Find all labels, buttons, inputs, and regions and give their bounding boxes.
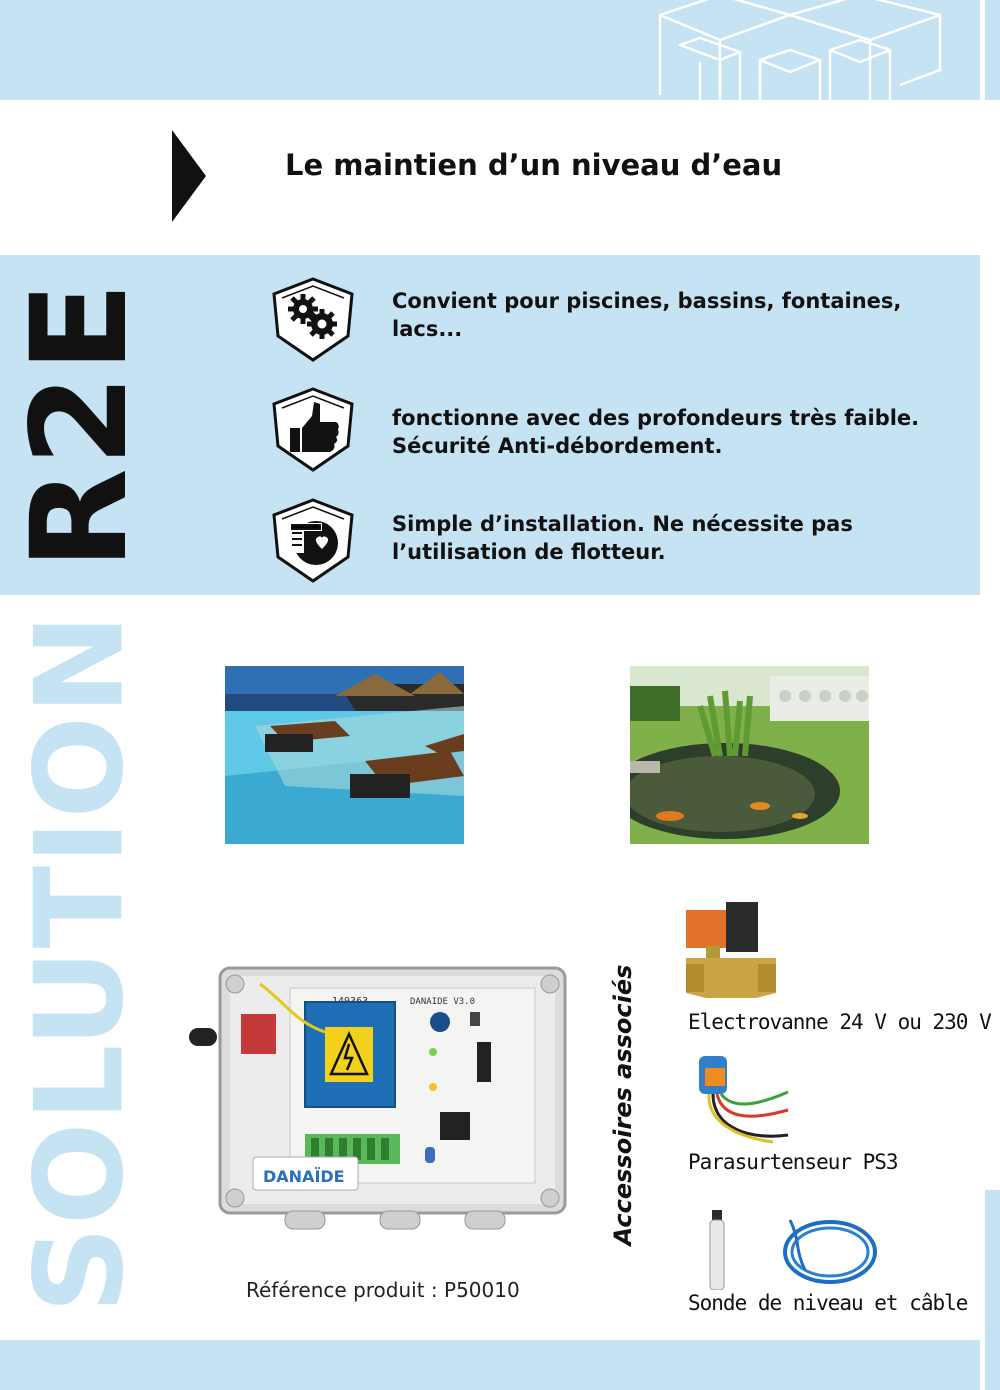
- gears-icon: [270, 276, 356, 362]
- electrovalve-photo: [686, 898, 776, 1003]
- thumbs-up-icon: [270, 386, 356, 472]
- edge-strip: [985, 0, 1000, 100]
- feature-line: fonctionne avec des profondeurs très faible.: [392, 406, 920, 430]
- board-model: DANAIDE V3.0: [410, 997, 476, 1007]
- feature-line: lacs...: [392, 317, 463, 341]
- hand-heart-icon: [270, 497, 356, 583]
- feature-line: l’utilisation de flotteur.: [392, 540, 666, 564]
- feature-text-2: [392, 404, 952, 460]
- edge-strip: [985, 1190, 1000, 1390]
- feature-line: Simple d’installation. Ne nécessite pas: [392, 512, 853, 536]
- accessories-heading: Accessoires associés: [609, 964, 637, 1246]
- product-photo: [185, 962, 570, 1232]
- accessory-label: Electrovanne 24 V ou 230 V: [688, 1010, 991, 1034]
- surge-protector-photo: [693, 1050, 793, 1145]
- solution-word: SOLUTION: [9, 612, 151, 1314]
- bottom-band: [0, 1340, 980, 1390]
- cable-photo: [775, 1210, 885, 1290]
- page-title: Le maintien d’un niveau d’eau: [285, 148, 783, 182]
- top-band: [0, 0, 980, 100]
- feature-text-1: [392, 287, 952, 343]
- pool-photo: [225, 666, 464, 844]
- pond-photo: [630, 666, 869, 844]
- brand-label: DANAÏDE: [263, 1167, 345, 1186]
- feature-line: Convient pour piscines, bassins, fontaines,: [392, 289, 902, 313]
- feature-text-3: [392, 510, 952, 566]
- accessory-label: Parasurtenseur PS3: [688, 1150, 898, 1174]
- product-reference: Référence produit : P50010: [246, 1278, 520, 1302]
- feature-line: Sécurité Anti-débordement.: [392, 434, 723, 458]
- arrow-icon: [172, 130, 206, 222]
- product-name: R2E: [3, 280, 157, 570]
- cube-logo-graphic: [0, 0, 980, 100]
- level-probe-photo: [706, 1210, 728, 1290]
- accessory-label: Sonde de niveau et câble: [688, 1291, 968, 1315]
